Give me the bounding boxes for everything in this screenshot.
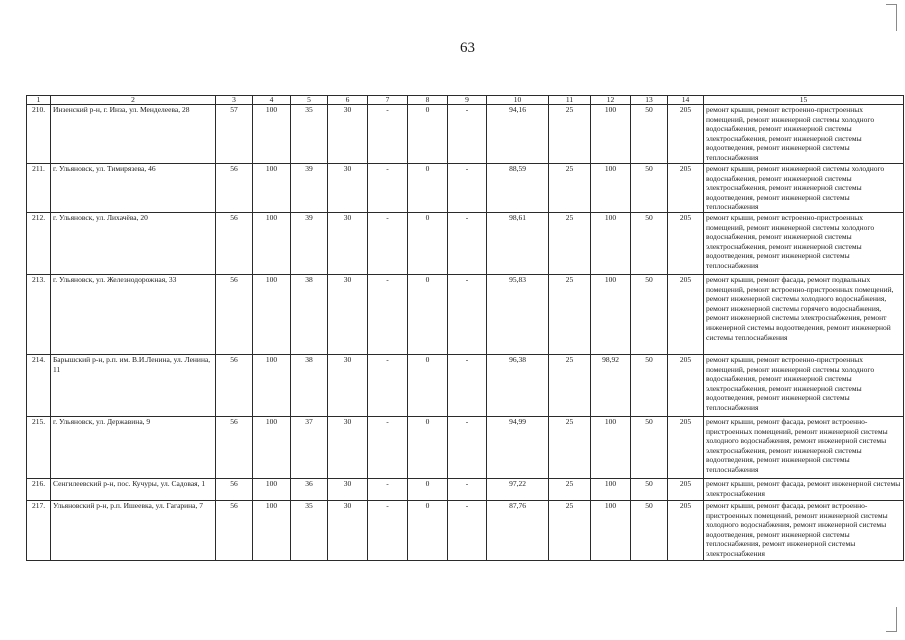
value-col-8: 0 <box>408 416 448 478</box>
value-col-7: - <box>368 500 408 560</box>
value-col-5: 35 <box>291 105 328 164</box>
value-col-10: 94,16 <box>487 105 549 164</box>
value-col-5: 35 <box>291 500 328 560</box>
column-number: 2 <box>51 96 216 105</box>
value-col-9: - <box>448 212 487 274</box>
column-number: 13 <box>631 96 668 105</box>
value-col-3: 56 <box>216 212 253 274</box>
column-number: 11 <box>549 96 591 105</box>
value-col-13: 50 <box>631 416 668 478</box>
value-col-14: 205 <box>668 416 704 478</box>
row-number: 214. <box>27 354 51 416</box>
value-col-3: 56 <box>216 416 253 478</box>
value-col-5: 36 <box>291 478 328 500</box>
column-number: 4 <box>253 96 291 105</box>
value-col-9: - <box>448 274 487 354</box>
value-col-14: 205 <box>668 478 704 500</box>
column-number-row <box>27 96 904 105</box>
value-col-13: 50 <box>631 164 668 213</box>
value-col-5: 39 <box>291 164 328 213</box>
value-col-3: 56 <box>216 478 253 500</box>
value-col-6: 30 <box>328 105 368 164</box>
value-col-13: 50 <box>631 212 668 274</box>
value-col-6: 30 <box>328 478 368 500</box>
value-col-14: 205 <box>668 105 704 164</box>
table-row <box>27 416 904 478</box>
row-number: 217. <box>27 500 51 560</box>
value-col-3: 57 <box>216 105 253 164</box>
value-col-14: 205 <box>668 354 704 416</box>
table-row <box>27 105 904 164</box>
value-col-6: 30 <box>328 354 368 416</box>
value-col-4: 100 <box>253 416 291 478</box>
column-number: 3 <box>216 96 253 105</box>
value-col-7: - <box>368 212 408 274</box>
table-row <box>27 274 904 354</box>
repair-works: ремонт крыши, ремонт встроенно-пристроенных помещений, ремонт инженерной системы холодного водоснабжения, ремонт инженерной системы электроснабжения, ремонт инженерной системы водоотведения, ремонт инженерной системы теплоснабжения <box>704 105 904 164</box>
column-number: 9 <box>448 96 487 105</box>
value-col-7: - <box>368 478 408 500</box>
address: Сенгилеевский р-н, пос. Кучуры, ул. Садовая, 1 <box>51 478 216 500</box>
row-number: 212. <box>27 212 51 274</box>
value-col-5: 39 <box>291 212 328 274</box>
value-col-9: - <box>448 500 487 560</box>
value-col-13: 50 <box>631 274 668 354</box>
value-col-13: 50 <box>631 354 668 416</box>
value-col-7: - <box>368 274 408 354</box>
value-col-9: - <box>448 354 487 416</box>
value-col-13: 50 <box>631 105 668 164</box>
value-col-7: - <box>368 105 408 164</box>
address: г. Ульяновск, ул. Тимирязева, 46 <box>51 164 216 213</box>
value-col-6: 30 <box>328 500 368 560</box>
value-col-9: - <box>448 164 487 213</box>
value-col-14: 205 <box>668 164 704 213</box>
row-number: 210. <box>27 105 51 164</box>
column-number: 5 <box>291 96 328 105</box>
value-col-12: 100 <box>591 212 631 274</box>
value-col-4: 100 <box>253 354 291 416</box>
value-col-8: 0 <box>408 105 448 164</box>
value-col-4: 100 <box>253 500 291 560</box>
value-col-10: 95,83 <box>487 274 549 354</box>
value-col-11: 25 <box>549 274 591 354</box>
value-col-11: 25 <box>549 354 591 416</box>
column-number: 10 <box>487 96 549 105</box>
table-row <box>27 354 904 416</box>
value-col-6: 30 <box>328 274 368 354</box>
column-number: 12 <box>591 96 631 105</box>
value-col-8: 0 <box>408 500 448 560</box>
column-number: 7 <box>368 96 408 105</box>
value-col-11: 25 <box>549 478 591 500</box>
value-col-6: 30 <box>328 416 368 478</box>
value-col-8: 0 <box>408 478 448 500</box>
value-col-5: 37 <box>291 416 328 478</box>
value-col-11: 25 <box>549 105 591 164</box>
value-col-4: 100 <box>253 274 291 354</box>
address: г. Ульяновск, ул. Железнодорожная, 33 <box>51 274 216 354</box>
table-row <box>27 500 904 560</box>
value-col-4: 100 <box>253 164 291 213</box>
table-row <box>27 478 904 500</box>
value-col-12: 100 <box>591 274 631 354</box>
table-row <box>27 164 904 213</box>
value-col-7: - <box>368 354 408 416</box>
scan-corner-mark <box>886 607 897 632</box>
column-number: 8 <box>408 96 448 105</box>
row-number: 215. <box>27 416 51 478</box>
value-col-13: 50 <box>631 500 668 560</box>
value-col-14: 205 <box>668 212 704 274</box>
value-col-8: 0 <box>408 354 448 416</box>
repair-works: ремонт крыши, ремонт инженерной системы холодного водоснабжения, ремонт инженерной системы электроснабжения, ремонт инженерной системы водоотведения, ремонт инженерной системы теплоснабжения <box>704 164 904 213</box>
value-col-7: - <box>368 164 408 213</box>
address: г. Ульяновск, ул. Державина, 9 <box>51 416 216 478</box>
value-col-10: 87,76 <box>487 500 549 560</box>
value-col-10: 94,99 <box>487 416 549 478</box>
value-col-14: 205 <box>668 500 704 560</box>
value-col-12: 100 <box>591 478 631 500</box>
repair-works: ремонт крыши, ремонт фасада, ремонт инженерной системы электроснабжения <box>704 478 904 500</box>
value-col-10: 96,38 <box>487 354 549 416</box>
page-number: 63 <box>460 40 475 56</box>
repair-works: ремонт крыши, ремонт фасада, ремонт подвальных помещений, ремонт встроенно-пристроенных помещений, ремонт инженерной системы холодного водоснабжения, ремонт инженерной системы горячего водоснабжения, ремонт инженерной системы электроснабжения, ремонт инженерной системы водоотведения, ремонт инженерной системы теплоснабжения <box>704 274 904 354</box>
column-number: 1 <box>27 96 51 105</box>
value-col-11: 25 <box>549 212 591 274</box>
repair-works: ремонт крыши, ремонт встроенно-пристроенных помещений, ремонт инженерной системы холодного водоснабжения, ремонт инженерной системы электроснабжения, ремонт инженерной системы водоотведения, ремонт инженерной системы теплоснабжения <box>704 212 904 274</box>
value-col-12: 98,92 <box>591 354 631 416</box>
value-col-13: 50 <box>631 478 668 500</box>
row-number: 213. <box>27 274 51 354</box>
value-col-8: 0 <box>408 212 448 274</box>
value-col-4: 100 <box>253 105 291 164</box>
value-col-12: 100 <box>591 416 631 478</box>
repair-works: ремонт крыши, ремонт фасада, ремонт встроенно-пристроенных помещений, ремонт инженерной системы холодного водоснабжения, ремонт инженерной системы водоотведения, ремонт инженерной системы теплоснабжения, ремонт инженерной системы электроснабжения <box>704 500 904 560</box>
value-col-5: 38 <box>291 354 328 416</box>
value-col-7: - <box>368 416 408 478</box>
repair-program-table <box>26 95 904 561</box>
address: г. Ульяновск, ул. Лихачёва, 20 <box>51 212 216 274</box>
value-col-12: 100 <box>591 500 631 560</box>
column-number: 15 <box>704 96 904 105</box>
column-number: 14 <box>668 96 704 105</box>
value-col-12: 100 <box>591 105 631 164</box>
repair-works: ремонт крыши, ремонт фасада, ремонт встроенно-пристроенных помещений, ремонт инженерной системы холодного водоснабжения, ремонт инженерной системы электроснабжения, ремонт инженерной системы водоотведения, ремонт инженерной системы теплоснабжения <box>704 416 904 478</box>
table-row <box>27 212 904 274</box>
value-col-11: 25 <box>549 500 591 560</box>
value-col-9: - <box>448 416 487 478</box>
value-col-12: 100 <box>591 164 631 213</box>
row-number: 211. <box>27 164 51 213</box>
value-col-14: 205 <box>668 274 704 354</box>
value-col-8: 0 <box>408 274 448 354</box>
value-col-9: - <box>448 478 487 500</box>
value-col-8: 0 <box>408 164 448 213</box>
value-col-10: 88,59 <box>487 164 549 213</box>
repair-works: ремонт крыши, ремонт встроенно-пристроенных помещений, ремонт инженерной системы холодного водоснабжения, ремонт инженерной системы электроснабжения, ремонт инженерной системы водоотведения, ремонт инженерной системы теплоснабжения <box>704 354 904 416</box>
value-col-3: 56 <box>216 500 253 560</box>
value-col-3: 56 <box>216 164 253 213</box>
value-col-11: 25 <box>549 416 591 478</box>
value-col-9: - <box>448 105 487 164</box>
value-col-4: 100 <box>253 478 291 500</box>
value-col-6: 30 <box>328 212 368 274</box>
row-number: 216. <box>27 478 51 500</box>
value-col-3: 56 <box>216 354 253 416</box>
address: Ульяновский р-н, р.п. Ишеевка, ул. Гагарина, 7 <box>51 500 216 560</box>
value-col-3: 56 <box>216 274 253 354</box>
value-col-11: 25 <box>549 164 591 213</box>
value-col-6: 30 <box>328 164 368 213</box>
value-col-10: 98,61 <box>487 212 549 274</box>
value-col-10: 97,22 <box>487 478 549 500</box>
column-number: 6 <box>328 96 368 105</box>
scan-corner-mark <box>886 4 897 31</box>
value-col-5: 38 <box>291 274 328 354</box>
address: Инзенский р-н, г. Инза, ул. Менделеева, 28 <box>51 105 216 164</box>
value-col-4: 100 <box>253 212 291 274</box>
address: Барышский р-н, р.п. им. В.И.Ленина, ул. Ленина, 11 <box>51 354 216 416</box>
